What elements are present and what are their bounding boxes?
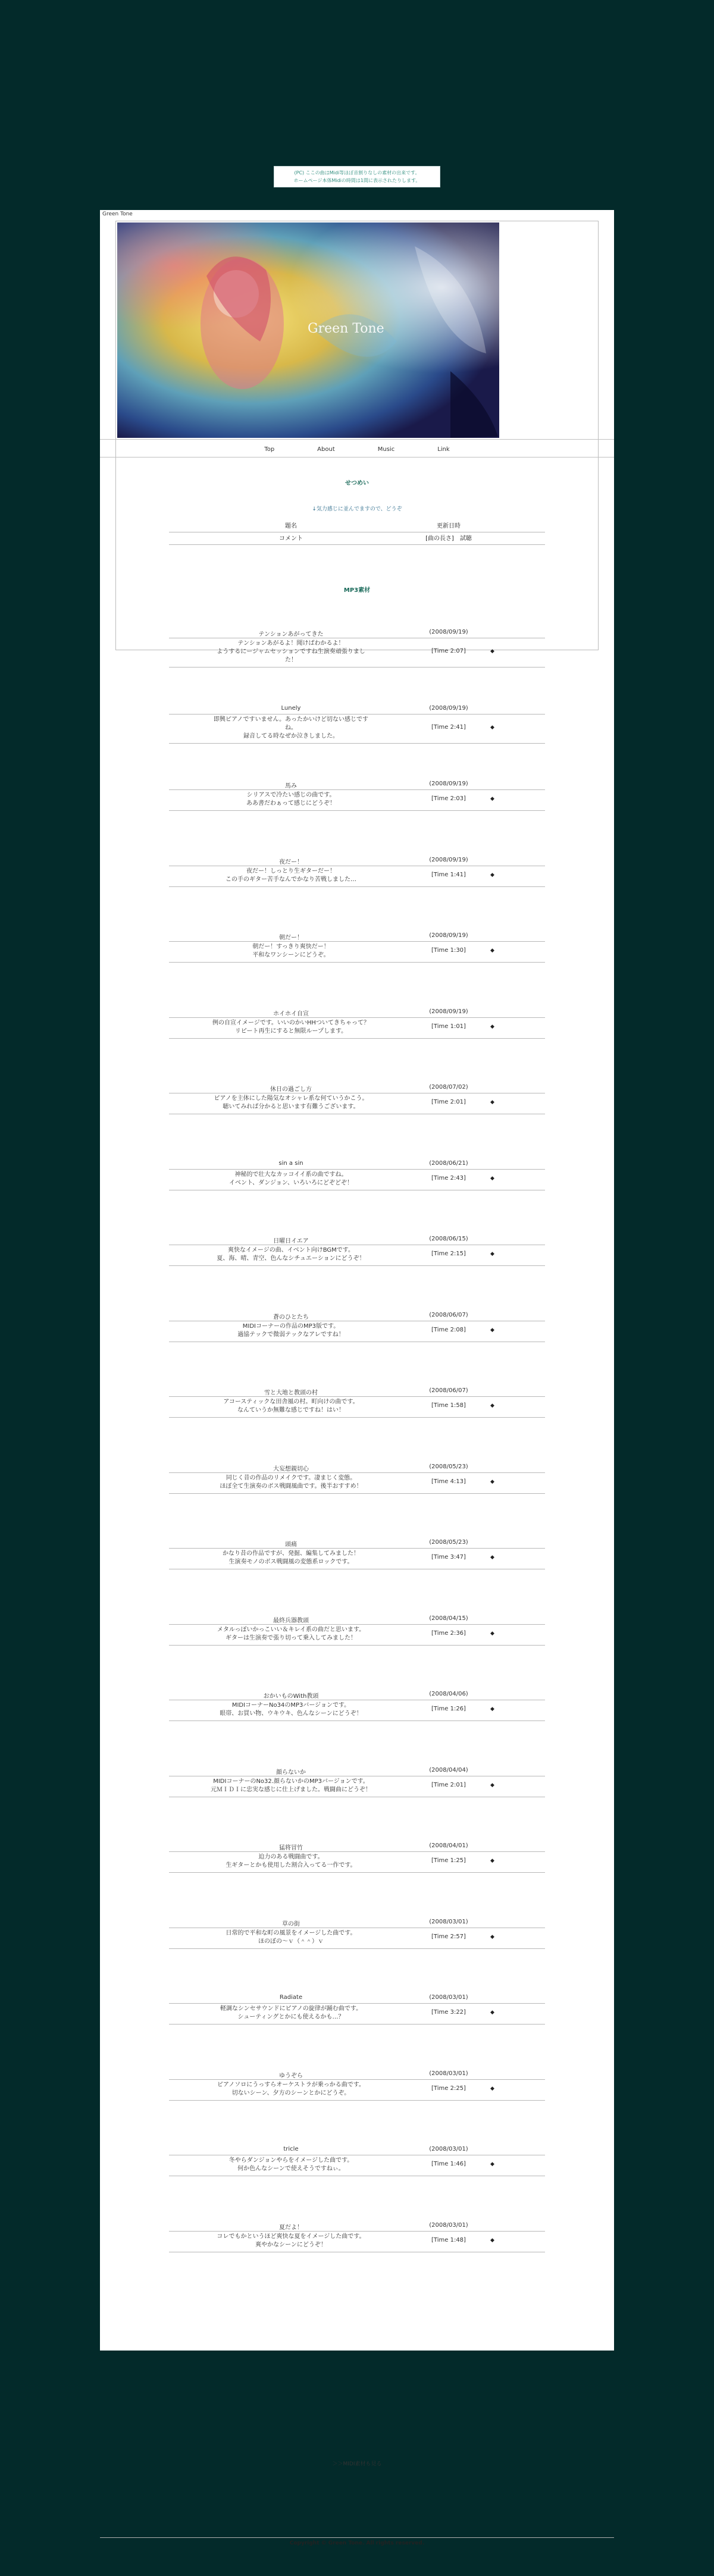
track-item [169, 1615, 545, 1664]
track-divider [169, 2003, 545, 2004]
track-name: ゆうぞら [279, 2073, 303, 2079]
track-description-line: MIDIコーナーの作品のMP3版です。 [242, 1323, 340, 1330]
track-name: 馬み [285, 783, 297, 789]
track-description [169, 1550, 413, 1566]
track-description-line: 爽やかなシーンにどうぞ！ [255, 2242, 327, 2248]
track-description [169, 2081, 413, 2098]
track-description-line: 神秘的で壮大なカッコイイ系の曲ですね。 [234, 1171, 347, 1178]
track-description-line: 冬やらダンジョンやらをイメージした曲です。 [228, 2157, 353, 2164]
track-date: (2008/03/01) [429, 2222, 468, 2229]
play-icon[interactable]: ◆ [490, 872, 494, 878]
track-description-line: ギターは生演奏で張り切って乗入してみました！ [226, 1635, 356, 1641]
track-description [169, 943, 413, 960]
track-length: [Time 2:15] [431, 1251, 466, 1257]
track-description-line: 聴いてみれば分かると思います有難うございます。 [223, 1104, 359, 1110]
track-date: (2008/04/15) [429, 1615, 468, 1622]
nav-item-link[interactable]: Link [437, 446, 450, 453]
play-icon[interactable]: ◆ [490, 796, 494, 802]
track-date: (2008/07/02) [429, 1084, 468, 1090]
play-icon[interactable]: ◆ [490, 1479, 494, 1485]
track-description [169, 1474, 413, 1491]
intro-lead: ↓気力感じに並んでますので、どうぞ [312, 506, 402, 512]
track-description [169, 1853, 413, 1870]
notice-box [274, 166, 440, 187]
track-name: 猛将冒竹 [279, 1845, 303, 1851]
track-divider [169, 1948, 545, 1949]
track-description-line: 迫力のある戦闘曲です。 [258, 1854, 324, 1860]
track-description-line: 録音してる時なぜか泣きしました。 [243, 733, 339, 739]
track-item [169, 1160, 545, 1209]
track-description-line: 即興ピアノですいません。あったかいけど切ない感じです [214, 716, 368, 723]
track-description [169, 716, 413, 741]
track-description-line: ピアノを主体にした陽気なオシャレ系な何ていうかこう。 [214, 1095, 368, 1102]
track-name: おかいものWith教頭 [263, 1693, 319, 1700]
track-description [169, 2233, 413, 2249]
track-description [169, 1626, 413, 1643]
track-divider [169, 1493, 545, 1494]
track-description-line: コレでもかというほど爽快な夏をイメージした曲です。 [217, 2233, 365, 2240]
track-description-line: 同じく昔の作品のリメイクです。凄まじく変態。 [226, 1475, 356, 1481]
track-date: (2008/09/19) [429, 932, 468, 939]
track-divider [169, 2100, 545, 2101]
legend-date-label: 更新日時 [437, 523, 461, 529]
nav-item-music[interactable]: Music [377, 446, 395, 453]
legend-length-label: [曲の長さ] 試聴 [425, 535, 472, 542]
track-description-line: なんていうか無難な感じですね！はい！ [237, 1407, 345, 1414]
track-description-line: ほのぼの～ｖ（＾＾）ｖ [258, 1938, 324, 1945]
track-divider [169, 941, 545, 942]
track-length: [Time 4:13] [431, 1478, 466, 1485]
track-description-line: ピアノソロにうっすらオーケストラが乗っかる曲です。 [217, 2082, 365, 2088]
track-divider [169, 1169, 545, 1170]
track-name: 顔らないか [276, 1769, 306, 1776]
track-description-line: 生ギターとかも使用した割合入ってる一作です。 [226, 1862, 356, 1869]
track-divider [169, 1396, 545, 1397]
legend-title-label: 題名 [285, 523, 297, 529]
play-icon[interactable]: ◆ [490, 1934, 494, 1940]
track-divider [169, 886, 545, 887]
track-date: (2008/06/21) [429, 1160, 468, 1167]
track-description-line: ほぼ全て生演奏のボス戦闘風曲です。後半おすすめ！ [220, 1483, 362, 1490]
track-item [169, 781, 545, 829]
play-icon[interactable]: ◆ [490, 648, 494, 654]
play-icon[interactable]: ◆ [490, 2237, 494, 2243]
track-item [169, 1464, 545, 1512]
track-date: (2008/06/07) [429, 1312, 468, 1318]
track-date: (2008/09/19) [429, 781, 468, 787]
track-divider [169, 1265, 545, 1266]
track-divider [169, 789, 545, 790]
track-description-line: かなり昔の作品ですが、発掘、編集してみました！ [223, 1550, 359, 1557]
play-icon[interactable]: ◆ [490, 2161, 494, 2167]
track-item [169, 857, 545, 905]
track-description-line: 例の自宣イメージです。いいのかいHHついてきちゃって？ [212, 1020, 369, 1026]
track-description-line: 爽快なイメージの曲、イベント向けBGMです。 [228, 1247, 354, 1253]
track-divider [169, 1624, 545, 1625]
track-description [169, 1778, 413, 1794]
play-icon[interactable]: ◆ [490, 1782, 494, 1788]
track-description-line: メタルっぽいかっこいい＆キレイ系の曲だと思います。 [217, 1627, 365, 1633]
track-description-line: テンションあがるよ！聞けばわかるよ！ [237, 640, 345, 647]
track-length: [Time 2:01] [431, 1099, 466, 1105]
track-description [169, 640, 413, 665]
track-length: [Time 1:46] [431, 2161, 466, 2167]
track-name: テンションあがってきた [258, 631, 324, 638]
mp3-heading: MP3素材 [343, 587, 371, 594]
track-description-line: MIDIコーナーのNo32.顔らないかのMP3バージョンです。 [213, 1778, 369, 1785]
track-name: tricle [283, 2146, 299, 2152]
track-divider [169, 743, 545, 744]
play-icon[interactable]: ◆ [490, 1858, 494, 1864]
track-date: (2008/03/01) [429, 2070, 468, 2077]
footer-divider [100, 2537, 614, 2538]
track-date: (2008/04/01) [429, 1842, 468, 1849]
track-length: [Time 2:08] [431, 1327, 466, 1333]
track-description-line: ね。 [285, 725, 297, 731]
track-date: (2008/09/19) [429, 705, 468, 712]
track-item [169, 629, 545, 678]
track-divider [169, 1872, 545, 1873]
track-length: [Time 1:48] [431, 2237, 466, 2243]
track-item [169, 932, 545, 981]
footer-copyright: Copyright © Green Tone. All rights reserved. [289, 2540, 425, 2546]
track-description-line: 眼帯、お買い物、ウキウキ、色んなシーンにどうぞ！ [220, 1710, 362, 1717]
track-date: (2008/05/23) [429, 1464, 468, 1470]
track-divider [169, 1472, 545, 1473]
track-date: (2008/09/19) [429, 1008, 468, 1015]
track-description-line: 生演奏モノのボス戦闘風の変態系ロックです。 [228, 1559, 353, 1565]
track-length: [Time 1:58] [431, 1402, 466, 1409]
legend-comment-row [169, 534, 545, 545]
track-divider [169, 1017, 545, 1018]
track-name: 蒼のひとたち [273, 1314, 309, 1321]
track-description-line: 何か色んなシーンで使えそうですねぃ。 [237, 2166, 345, 2172]
track-length: [Time 1:01] [431, 1023, 466, 1030]
track-length: [Time 2:36] [431, 1630, 466, 1637]
track-item [169, 1691, 545, 1740]
track-name: 夏だよ！ [279, 2224, 303, 2231]
track-date: (2008/06/07) [429, 1387, 468, 1394]
track-item [169, 1008, 545, 1057]
track-item [169, 1236, 545, 1284]
track-description-line: ああ書だわぁって感じにどうぞ！ [246, 800, 336, 807]
banner-image [117, 222, 499, 438]
track-description [169, 1171, 413, 1187]
track-item [169, 1312, 545, 1361]
nav-top-divider [100, 439, 614, 440]
track-description-line: 夏、海、晴、青空、色んなシチュエーションにどうぞ！ [217, 1255, 365, 1262]
track-description-line: た！ [285, 657, 297, 663]
track-description-line: 切ないシーン、夕方のシーンとかにどうぞ。 [231, 2090, 350, 2096]
track-description [169, 2005, 413, 2022]
track-date: (2008/03/01) [429, 1994, 468, 2001]
track-length: [Time 1:25] [431, 1857, 466, 1864]
site-title: Green Tone [102, 211, 133, 217]
track-divider [169, 1645, 545, 1646]
track-divider [169, 1851, 545, 1852]
track-length: [Time 2:07] [431, 648, 466, 654]
play-icon[interactable]: ◆ [490, 948, 494, 954]
track-description-line: MIDIコーナーNo34のMP3バージョンです。 [231, 1702, 350, 1709]
track-item [169, 1539, 545, 1588]
track-divider [169, 1038, 545, 1039]
track-length: [Time 2:57] [431, 1933, 466, 1940]
track-description-line: ようするにージャムセッションですね生演奏頑張りまし [217, 648, 365, 655]
track-name: Lunely [281, 705, 301, 712]
track-name: 夜だー！ [279, 859, 303, 866]
legend-comment-label: コメント [279, 535, 303, 542]
track-description-line: リピート再生にすると無限ループします。 [234, 1028, 347, 1035]
track-date: (2008/09/19) [429, 629, 468, 635]
track-description [169, 867, 413, 884]
track-length: [Time 2:41] [431, 724, 466, 731]
play-icon[interactable]: ◆ [490, 1706, 494, 1712]
track-description-line: 過協テックで微弱テックなアレですね！ [237, 1331, 345, 1338]
track-description-line: 平和なワンシーンにどうぞ。 [252, 952, 330, 958]
track-length: [Time 1:41] [431, 872, 466, 878]
play-icon[interactable]: ◆ [490, 1099, 494, 1105]
track-length: [Time 3:47] [431, 1554, 466, 1560]
track-description-line: 日常的で平和な町の風景をイメージした曲です。 [226, 1930, 356, 1936]
track-divider [169, 1548, 545, 1549]
track-divider [169, 962, 545, 963]
legend-header-row [169, 522, 545, 532]
track-item [169, 1842, 545, 1891]
play-icon[interactable]: ◆ [490, 1176, 494, 1182]
track-name: 休日の過ごし方 [270, 1086, 312, 1093]
track-item [169, 1994, 545, 2043]
track-date: (2008/06/15) [429, 1236, 468, 1242]
track-description-line: アコースティックな田舎風の村。町向けの曲です。 [223, 1399, 359, 1405]
midi-more-link[interactable]: ＞＞MIDI素材も見る [332, 2461, 382, 2467]
track-description-line: シューティングとかにも使えるかも…？ [237, 2014, 345, 2020]
track-description [169, 2157, 413, 2173]
play-icon[interactable]: ◆ [490, 725, 494, 731]
track-date: (2008/09/19) [429, 857, 468, 863]
track-divider [169, 2079, 545, 2080]
track-date: (2008/03/01) [429, 2146, 468, 2152]
track-divider [169, 1417, 545, 1418]
track-date: (2008/04/06) [429, 1691, 468, 1697]
track-item [169, 2222, 545, 2271]
nav-item-top[interactable]: Top [264, 446, 275, 453]
track-item [169, 1387, 545, 1436]
notice-line-1: (PC) ここの曲はMidi等ほぼ音割りなしの素材の出来です。 [294, 170, 420, 176]
track-description [169, 1246, 413, 1263]
track-description-line: シリアスで冷たい感じの曲です。 [246, 792, 336, 798]
nav-item-about[interactable]: About [317, 446, 335, 453]
track-name: sin a sin [278, 1160, 303, 1167]
track-description-line: 元ＭＩＤＩに忠実な感じに仕上げました。戦闘曲にどうぞ！ [211, 1787, 371, 1793]
track-length: [Time 2:43] [431, 1175, 466, 1182]
play-icon[interactable]: ◆ [490, 1555, 494, 1560]
track-description-line: この手のギター苦手なんでかなり苦戦しました… [226, 876, 356, 883]
track-description-line: 夜だー！しっとり生ギターだー！ [246, 868, 336, 875]
track-item [169, 1919, 545, 1967]
track-item [169, 2146, 545, 2195]
notice-line-2: ホームページ本体Midiの時間は1間に表示されたりします。 [293, 178, 421, 183]
page-frame [100, 210, 614, 2546]
track-description [169, 791, 413, 808]
track-length: [Time 1:26] [431, 1706, 466, 1712]
play-icon[interactable]: ◆ [490, 1251, 494, 1257]
track-length: [Time 2:01] [431, 1782, 466, 1788]
track-description-line: イベント、ダンジョン、いろいろにどぞどぞ！ [229, 1180, 353, 1186]
track-description-line: 軽調なシンセサウンドにピアノの旋律が踊む曲です。 [220, 2005, 362, 2012]
track-item [169, 705, 545, 754]
play-icon[interactable]: ◆ [490, 2010, 494, 2016]
play-icon[interactable]: ◆ [490, 1024, 494, 1030]
track-name: 大妄想親切心 [273, 1466, 309, 1472]
track-date: (2008/04/04) [429, 1767, 468, 1773]
track-description [169, 1019, 413, 1036]
track-divider [169, 2231, 545, 2232]
track-name: Radiate [279, 1994, 303, 2001]
track-date: (2008/03/01) [429, 1919, 468, 1925]
track-name: 朝だー！ [279, 935, 303, 941]
play-icon[interactable]: ◆ [490, 1327, 494, 1333]
track-length: [Time 2:03] [431, 795, 466, 802]
play-icon[interactable]: ◆ [490, 1403, 494, 1409]
track-date: (2008/05/23) [429, 1539, 468, 1546]
track-length: [Time 1:30] [431, 947, 466, 954]
track-length: [Time 3:22] [431, 2009, 466, 2016]
track-name: ホイホイ自宣 [273, 1011, 309, 1017]
track-description [169, 1701, 413, 1718]
track-name: 雪と大地と教頭の村 [264, 1390, 318, 1396]
play-icon[interactable]: ◆ [490, 2086, 494, 2092]
track-item [169, 2070, 545, 2119]
track-description [169, 1095, 413, 1111]
track-length: [Time 2:25] [431, 2085, 466, 2092]
track-name: 草の街 [282, 1921, 300, 1928]
play-icon[interactable]: ◆ [490, 1631, 494, 1637]
track-item [169, 1767, 545, 1816]
track-divider [169, 810, 545, 811]
track-description [169, 1323, 413, 1339]
main-nav [100, 445, 614, 457]
track-description [169, 1398, 413, 1415]
intro-heading: せつめい [345, 480, 369, 487]
track-name: 日曜日イエア [273, 1238, 309, 1245]
track-description-line: 朝だー！すっきり爽快だー！ [252, 944, 330, 950]
banner-title: Green Tone [308, 321, 384, 336]
track-description [169, 1929, 413, 1946]
track-name: 頭痛 [285, 1541, 297, 1548]
track-divider [169, 2024, 545, 2025]
track-name: 最終兵器教頭 [273, 1618, 309, 1624]
track-item [169, 1084, 545, 1133]
